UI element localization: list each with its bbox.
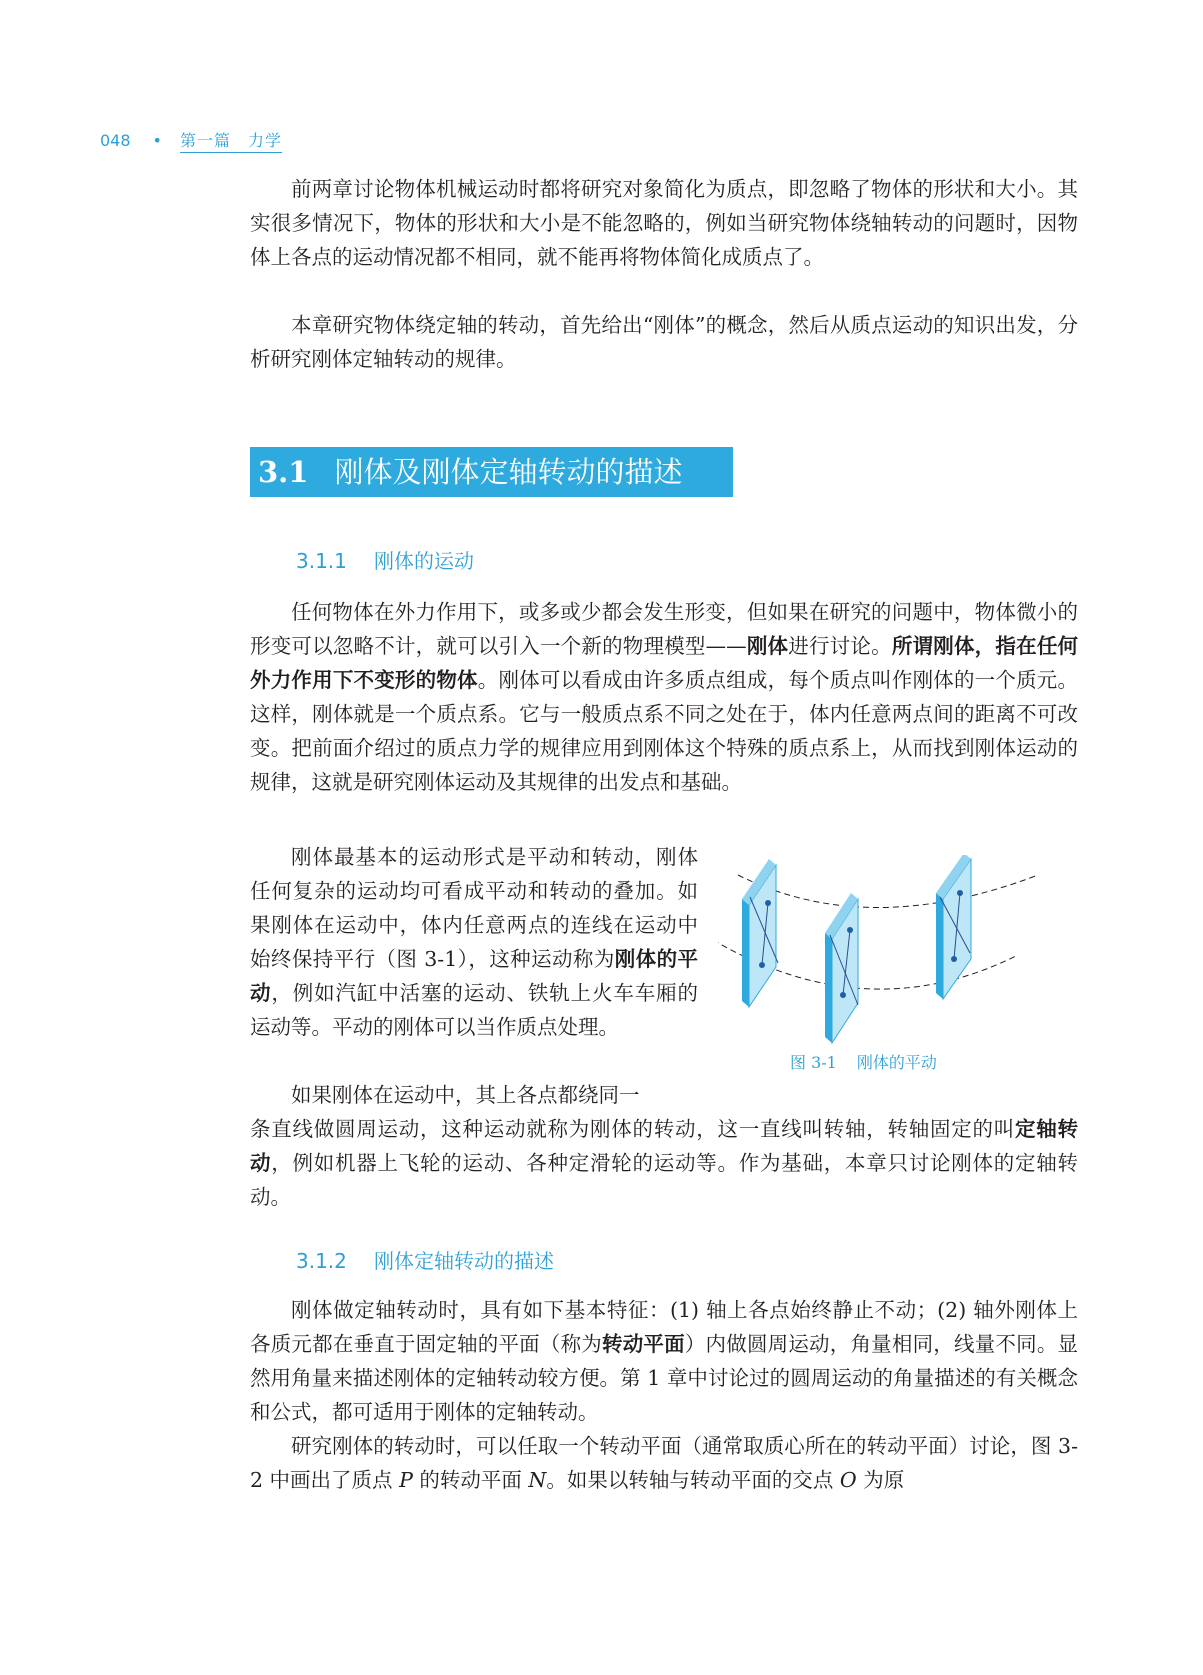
subsection-title: 刚体定轴转动的描述 <box>374 1249 554 1273</box>
fixed-axis-features-paragraph <box>250 1293 1078 1429</box>
translation-paragraph <box>250 840 698 1044</box>
page-number: 048 <box>100 131 131 150</box>
text-run: ，例如机器上飞轮的运动、各种定滑轮的运动等。作为基础，本章只讨论刚体的定轴转动。 <box>250 1151 1078 1209</box>
trajectory-upper <box>738 875 1038 908</box>
term-fixed-axis-rotation: 定轴转动 <box>250 1117 1078 1175</box>
text-run: 进行讨论。 <box>788 634 892 658</box>
plate-3 <box>936 855 971 999</box>
intro-paragraph-2: 本章研究物体绕定轴的转动，首先给出“刚体”的概念，然后从质点运动的知识出发，分析研究刚体定轴转动的规律。 <box>250 313 1078 371</box>
section-heading <box>250 447 733 497</box>
rotation-paragraph-continued <box>250 1112 1078 1214</box>
text-run: ）内做圆周运动，角量相同，线量不同。显然用角量来描述刚体的定轴转动较方便。第 1 章中讨论过的圆周运动的角量描述的有关概念和公式，都可适用于刚体的定轴转动。 <box>250 1332 1079 1424</box>
text-run: 的转动平面 <box>412 1468 529 1492</box>
subsection-heading-2 <box>296 1245 554 1274</box>
figure-caption-text: 刚体的平动 <box>856 1053 937 1072</box>
figure-caption <box>790 1050 937 1073</box>
term-rotation-plane: 转动平面 <box>602 1332 685 1356</box>
text-run: 刚体最基本的运动形式是平动和转动，刚体任何复杂的运动均可看成平动和转动的叠加。如果刚体在运动中，体内任意两点的连线在运动中始终保持平行（图 3-1），这种运动称为 <box>250 845 698 971</box>
text-run: 条直线做圆周运动，这种运动就称为刚体的转动，这一直线叫转轴，转轴固定的叫 <box>250 1117 1015 1141</box>
term-translation: 刚体的平动 <box>250 947 699 1005</box>
text-run: 研究刚体的转动时，可以任取一个转动平面（通常取质心所在的转动平面）讨论，图 3-2 中画出了质点 <box>250 1434 1078 1492</box>
plate-1 <box>742 859 778 1007</box>
translation-diagram <box>718 855 1048 1045</box>
text-run: 。如果以转轴与转动平面的交点 <box>546 1468 840 1492</box>
text-run: 刚体做定轴转动时，具有如下基本特征：(1) 轴上各点始终静止不动；(2) 轴外刚体上各质元都在垂直于固定轴的平面（称为 <box>250 1298 1078 1356</box>
subsection-number: 3.1.2 <box>296 1249 347 1273</box>
symbol-O: O <box>839 1468 857 1492</box>
text-run: 任何物体在外力作用下，或多或少都会发生形变，但如果在研究的问题中，物体微小的形变可以忽略不计，就可以引入一个新的物理模型—— <box>250 600 1078 658</box>
rigid-body-paragraph <box>250 595 1078 799</box>
symbol-P: P <box>399 1468 413 1492</box>
part-title: 第一篇 力学 <box>180 128 282 153</box>
text-run: ，例如汽缸中活塞的运动、铁轨上火车车厢的运动等。平动的刚体可以当作质点处理。 <box>250 981 698 1039</box>
running-header <box>100 128 282 153</box>
subsection-title: 刚体的运动 <box>374 549 474 573</box>
section-title: 刚体及刚体定轴转动的描述 <box>334 455 683 489</box>
term-rigid-body: 刚体 <box>746 634 789 658</box>
subsection-heading-1 <box>296 545 474 574</box>
figure-3-1 <box>718 855 1048 1045</box>
text-run: 为原 <box>856 1468 905 1492</box>
intro-paragraph-1: 前两章讨论物体机械运动时都将研究对象简化为质点，即忽略了物体的形状和大小。其实很多情况下，物体的形状和大小是不能忽略的，例如当研究物体绕轴转动的问题时，因物体上各点的运动情况都不相同，就不能再将物体简化成质点了。 <box>250 177 1078 269</box>
symbol-N: N <box>528 1468 547 1492</box>
definition-rigid-body: 所谓刚体，指在任何外力作用下不变形的物体 <box>250 634 1079 692</box>
rotation-paragraph-start: 如果刚体在运动中，其上各点都绕同一 <box>291 1083 640 1107</box>
rotation-plane-paragraph <box>250 1429 1078 1497</box>
subsection-number: 3.1.1 <box>296 549 347 573</box>
section-number: 3.1 <box>258 455 309 489</box>
text-run: 。刚体可以看成由许多质点组成，每个质点叫作刚体的一个质元。这样，刚体就是一个质点系。它与一般质点系不同之处在于，体内任意两点间的距离不可改变。把前面介绍过的质点力学的规律应用到刚体这个特殊的质点系上，从而找到刚体运动的规律，这就是研究刚体运动及其规律的出发点和基础。 <box>250 668 1079 794</box>
header-bullet: • <box>152 131 162 150</box>
figure-number: 图 3-1 <box>790 1053 837 1072</box>
plate-2 <box>825 893 858 1043</box>
